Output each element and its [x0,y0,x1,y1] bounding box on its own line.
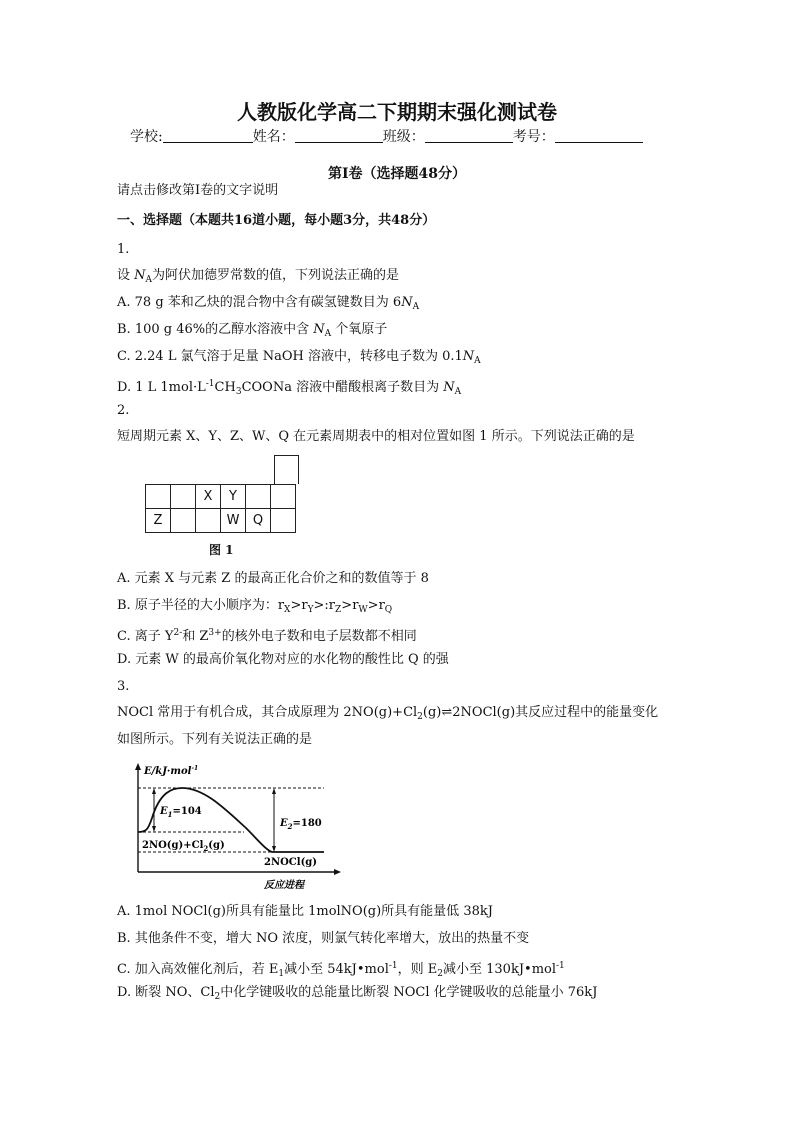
periodic-cell [171,509,196,533]
periodic-cell [196,509,221,533]
q3-option-c[interactable] [117,957,565,983]
q3-option-c-mid2: ，则 E [397,962,438,977]
periodic-cell: Z [146,509,171,533]
na-subscript: A [474,356,481,366]
q2-option-c-post: 的核外电子数和电子层数都不相同 [221,629,417,644]
q2-option-c-mid: 和 Z [182,629,209,644]
subscript: Y [307,605,314,615]
q1-option-b-pre: B. 100 g 46%的乙醇水溶液中含 [117,322,314,337]
subscript: 2 [437,969,443,979]
periodic-cell-top [274,455,299,484]
e1-arrow-head [152,826,156,832]
na-symbol: N [313,322,325,337]
subscript: Z [335,605,342,615]
y-axis-label: E/kJ·mol$^{-1}$ [144,765,199,777]
periodic-cell: X [196,485,221,509]
periodic-cell [246,485,271,509]
subscript: 2 [214,992,221,1002]
school-field[interactable] [163,128,253,143]
q3-option-a[interactable]: A. 1mol NOCl(g)所具有能量比 1molNO(g)所具有能量低 38kJ [117,904,493,919]
q1-number: 1. [117,242,130,257]
q1-stem-pre: 设 [117,268,135,283]
periodic-table-grid [145,484,296,533]
q1-option-d-pre: D. 1 L 1mol·L [117,380,206,395]
na-subscript: A [145,275,153,285]
periodic-row [146,509,296,533]
q2-option-c-pre: C. 离子 Y [117,629,174,644]
superscript: -1 [205,379,215,389]
energy-diagram [124,760,344,895]
q1-option-c-text: C. 2.24 L 氯气溶于足量 NaOH 溶液中，转移电子数为 0.1 [117,349,463,364]
subscript: 1 [278,969,285,979]
q1-option-a[interactable] [117,294,419,316]
class-label: 班级： [382,129,425,145]
part-heading: 一、选择题（本题共16道小题，每小题3分，共48分） [117,213,436,228]
reactants-label: $2NO(g)+Cl_2(g)$ [142,840,225,853]
q3-option-d-post: 中化学键吸收的总能量比断裂 NOCl 化学键吸收的总能量小 76kJ [220,985,598,1000]
subscript: W [358,605,368,615]
e1-arrow-head [152,788,156,794]
q1-option-b-post: 个氧原子 [331,322,388,337]
na-symbol: N [443,380,455,395]
section-note[interactable]: 请点击修改第I卷的文字说明 [117,183,279,198]
q3-option-c-pre: C. 加入高效催化剂后，若 E [117,962,279,977]
q3-stem-pre: NOCl 常用于有机合成，其合成原理为 2NO(g)+Cl [117,705,418,720]
q3-option-d[interactable] [117,984,597,1006]
name-label: 姓名： [252,129,295,145]
q1-stem-post: 为阿伏加德罗常数的值，下列说法正确的是 [152,268,400,283]
periodic-cell [171,485,196,509]
school-label: 学校: [130,129,163,145]
na-subscript: A [324,329,332,339]
q1-option-d[interactable] [117,375,461,401]
subscript: X [284,605,291,615]
q2-option-b-pre: B. 原子半径的大小顺序为：r [117,598,285,613]
exam-no-label: 考号： [512,129,555,145]
na-subscript: A [454,387,462,397]
periodic-cell [146,485,171,509]
periodic-cell [271,509,296,533]
section-title: 第I卷（选择题48分） [327,166,467,182]
e2-arrow-head [272,788,276,794]
periodic-cell: Y [221,485,246,509]
q1-stem [117,267,399,289]
q1-option-c[interactable] [117,348,481,370]
q3-option-d-pre: D. 断裂 NO、Cl [117,985,215,1000]
subscript: 3 [235,387,242,397]
q3-stem-line2: 如图所示。下列有关说法正确的是 [117,732,313,747]
q1-option-d-mid2: COONa 溶液中醋酸根离子数目为 [241,380,444,395]
x-axis-label: 反应进程 [264,880,304,891]
x-axis-arrow [334,869,341,875]
periodic-cell [271,485,296,509]
periodic-table-figure [137,455,309,558]
subscript: 2 [417,712,423,722]
q1-option-a-text: A. 78 g 苯和乙炔的混合物中含有碳氢键数目为 6 [117,295,402,310]
q3-option-b[interactable]: B. 其他条件不变，增大 NO 浓度，则氯气转化率增大，放出的热量不变 [117,931,530,946]
superscript: 2- [173,628,183,638]
exam-no-field[interactable] [555,128,643,143]
na-symbol: N [134,268,146,283]
y-axis-arrow [135,763,141,770]
name-field[interactable] [295,128,383,143]
q2-number: 2. [117,403,130,418]
q3-stem-post: (g)⇌2NOCl(g)其反应过程中的能量变化 [422,705,659,720]
q1-option-d-mid: CH [214,380,236,395]
q2-option-b[interactable]: B. 原子半径的大小顺序为：$r_X>r_Y>:r_Z>r_W>r_Q$ [117,598,393,615]
student-info-row [130,126,643,146]
e2-label: $E_2=180$ [280,818,322,831]
periodic-row [146,485,296,509]
e2-arrow-head [272,846,276,852]
na-subscript: A [412,302,420,312]
na-symbol: N [462,349,475,364]
q3-option-c-mid: 减小至 54kJ•mol [284,962,389,977]
superscript: 3+ [208,628,222,638]
superscript: -1 [388,961,398,971]
product-label: 2NOCl(g) [264,857,318,868]
class-field[interactable] [425,128,513,143]
subscript: Q [384,605,393,615]
superscript: -1 [556,961,565,971]
q2-option-a[interactable]: A. 元素 X 与元素 Z 的最高正化合价之和的数值等于 8 [117,571,429,586]
q2-stem: 短周期元素 X、Y、Z、W、Q 在元素周期表中的相对位置如图 1 所示。下列说法正确的是 [117,429,635,444]
q3-option-c-post: 减小至 130kJ•mol [443,962,557,977]
page-title: 人教版化学高二下期期末强化测试卷 [237,100,557,124]
na-symbol: N [401,295,413,310]
q3-number: 3. [117,679,130,694]
periodic-cell: W [221,509,246,533]
e1-label: $E_1=104$ [160,806,202,819]
q1-option-b[interactable] [117,321,387,343]
q3-stem-line1 [117,704,658,726]
q2-option-c[interactable] [117,624,417,646]
q2-option-d[interactable]: D. 元素 W 的最高价氧化物对应的水化物的酸性比 Q 的强 [117,652,449,667]
periodic-cell: Q [246,509,271,533]
figure-caption: 图 1 [209,543,234,557]
